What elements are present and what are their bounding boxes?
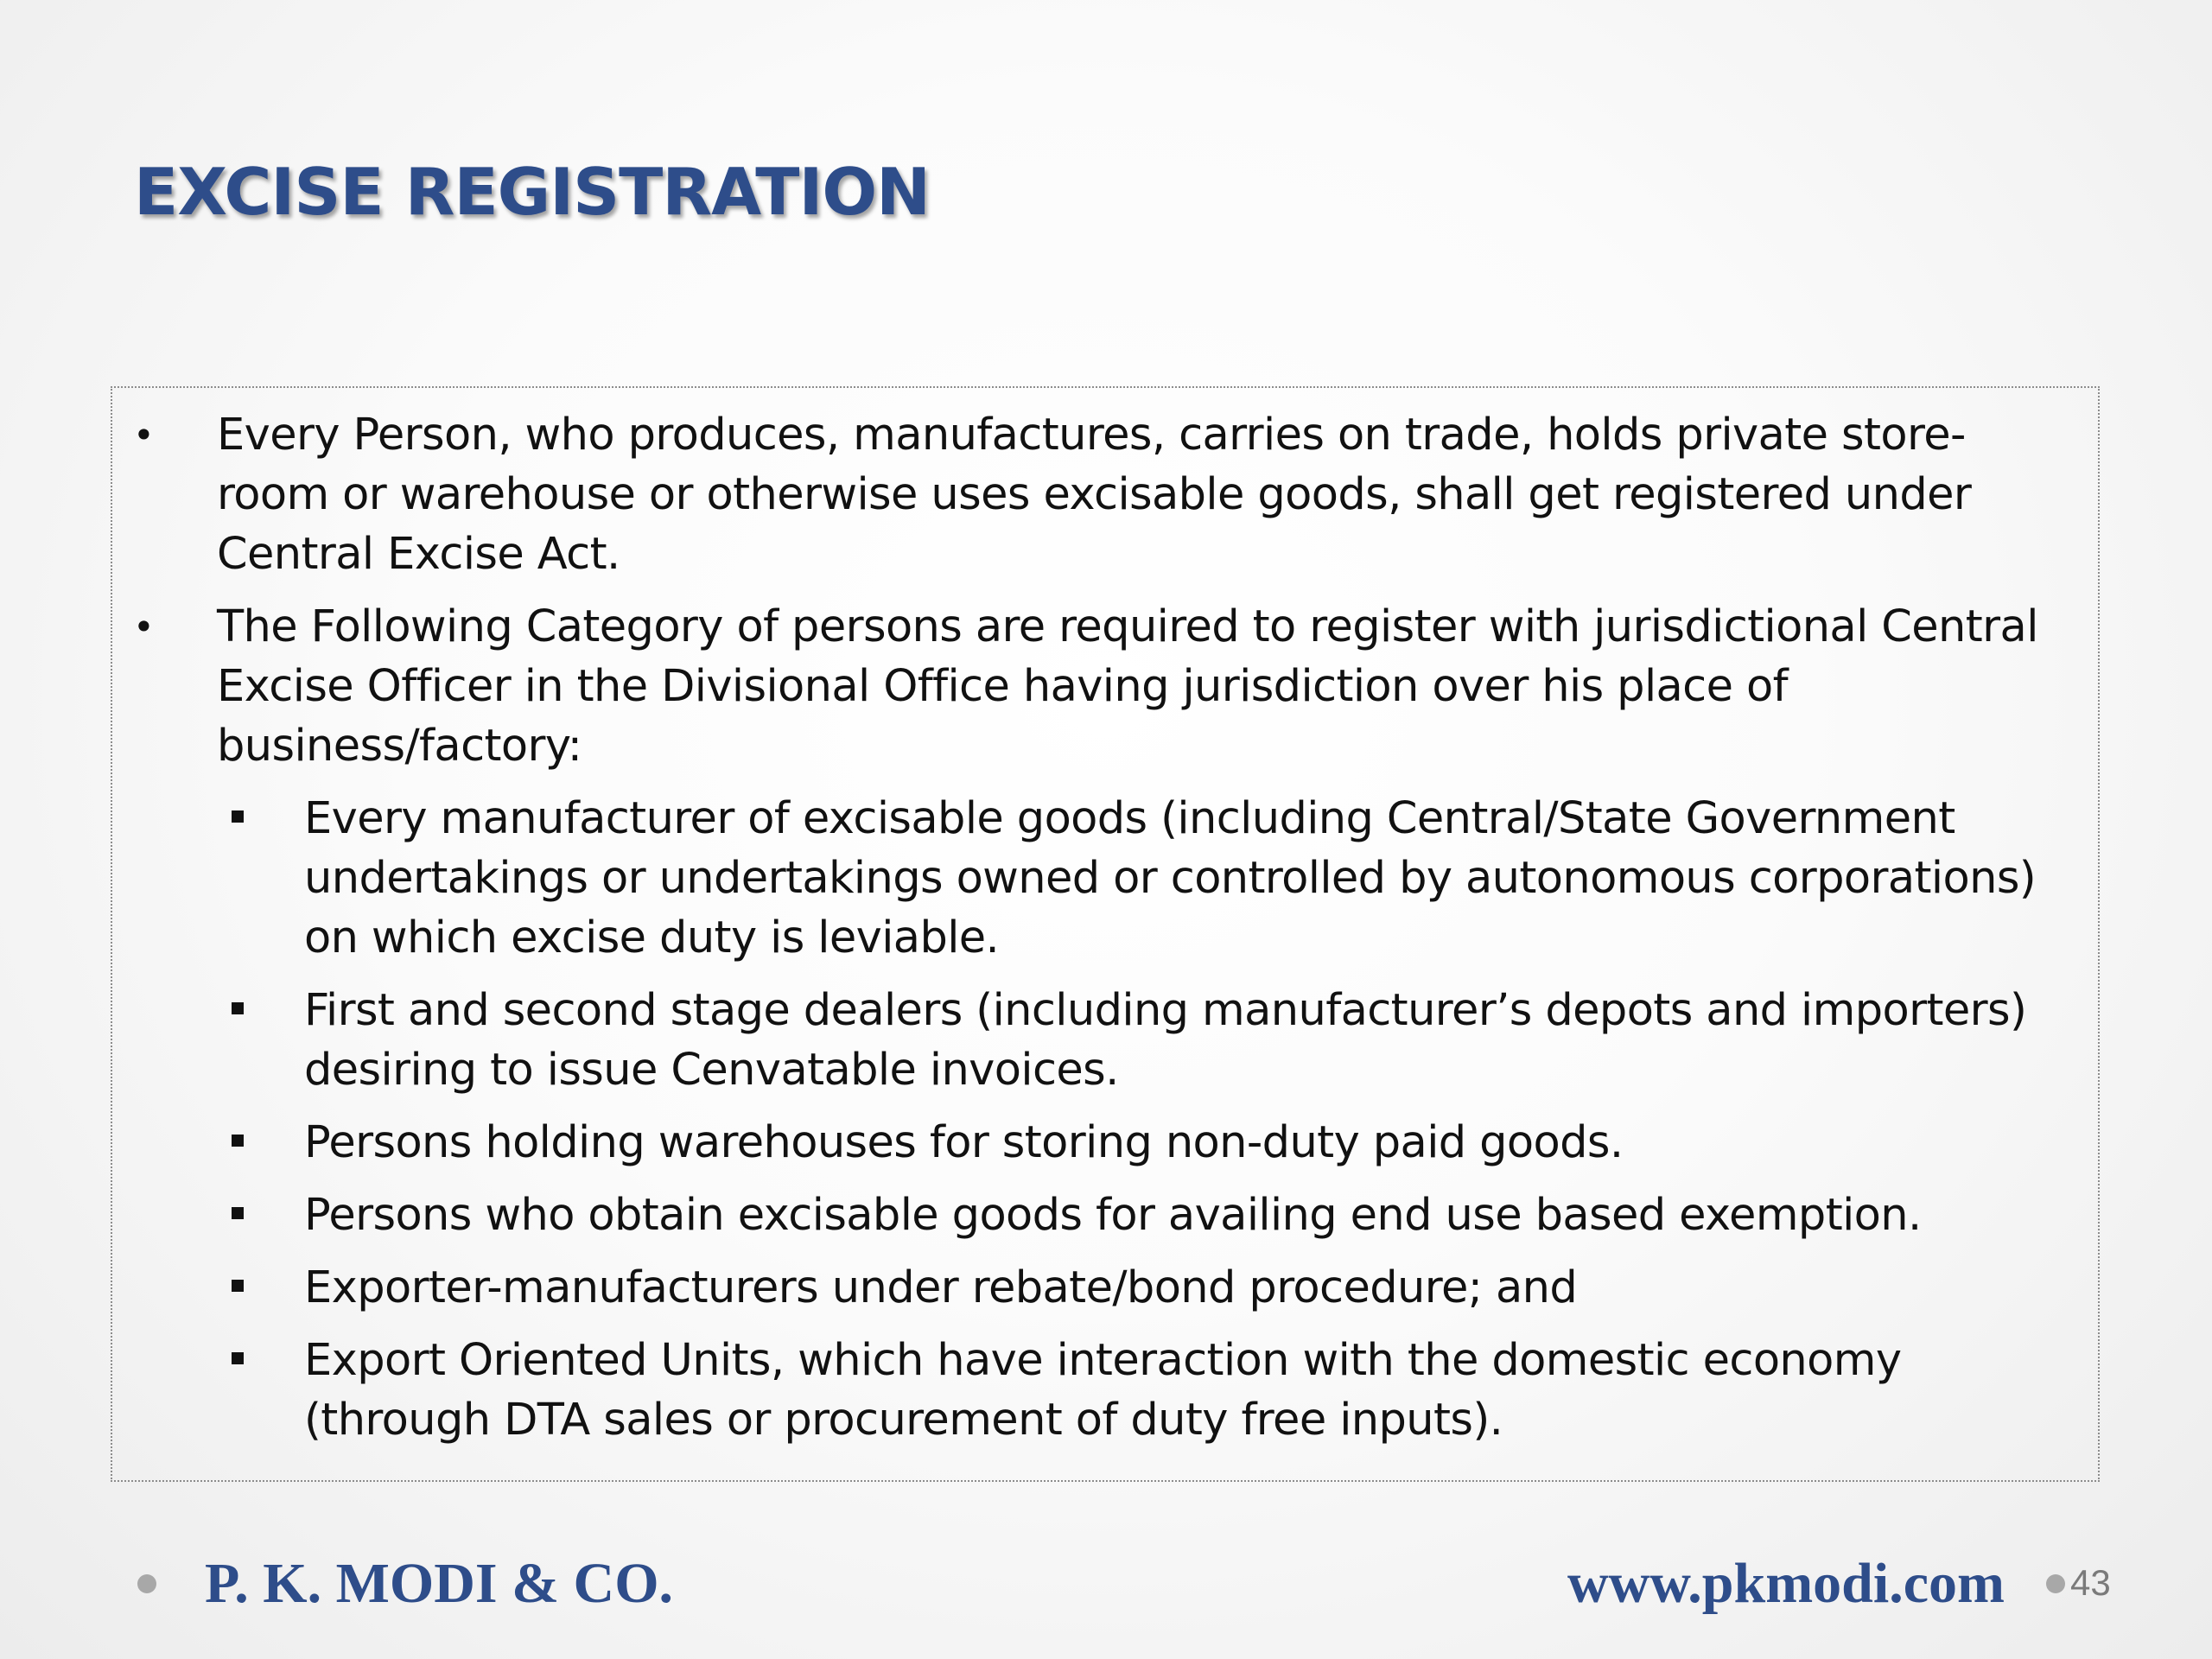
website-link[interactable]: www.pkmodi.com — [1567, 1552, 2005, 1615]
sub-bullet-item — [216, 1331, 2063, 1450]
sub-bullet-text: Persons holding warehouses for storing non-duty paid goods. — [304, 1117, 1624, 1168]
footer-dot-icon — [137, 1574, 156, 1593]
content-box — [111, 386, 2100, 1482]
bullet-text: Every Person, who produces, manufactures, carries on trade, holds private store-room or warehouse or otherwise uses excisable goods, shall get registered under Central Excise Act. — [217, 410, 1972, 580]
square-bullet-icon — [232, 1280, 244, 1292]
bullet-icon: • — [133, 606, 155, 648]
page-dot-icon — [2046, 1574, 2065, 1593]
sub-bullet-text: Export Oriented Units, which have interaction with the domestic economy (through DTA sales or procurement of duty free inputs). — [304, 1335, 1902, 1446]
sub-bullet-item — [216, 1258, 2063, 1318]
sub-bullet-item — [216, 789, 2063, 968]
sub-bullet-item — [216, 1185, 2063, 1245]
square-bullet-icon — [232, 1207, 244, 1219]
square-bullet-icon — [232, 1135, 244, 1147]
sub-bullet-text: Persons who obtain excisable goods for availing end use based exemption. — [304, 1190, 1922, 1241]
slide-title: EXCISE REGISTRATION — [134, 154, 930, 230]
sub-bullet-text: First and second stage dealers (including manufacturer’s depots and importers) desiring to issue Cenvatable invoices. — [304, 985, 2027, 1096]
square-bullet-icon — [232, 1002, 244, 1014]
sub-bullet-item — [216, 981, 2063, 1100]
square-bullet-icon — [232, 810, 244, 823]
bullet-list — [112, 405, 2063, 1450]
bullet-item — [112, 597, 2063, 1450]
firm-name: P. K. MODI & CO. — [205, 1552, 674, 1615]
sub-bullet-item — [216, 1113, 2063, 1173]
square-bullet-icon — [232, 1352, 244, 1364]
bullet-text: The Following Category of persons are required to register with jurisdictional Central Excise Officer in the Divisional Office having jurisdiction over his place of business/factory: — [217, 601, 2038, 772]
sub-bullet-text: Exporter-manufacturers under rebate/bond procedure; and — [304, 1262, 1578, 1313]
sub-bullet-text: Every manufacturer of excisable goods (including Central/State Government undertakings or undertakings owned or controlled by autonomous corporations) on which excise duty is leviable. — [304, 793, 2037, 963]
sub-bullet-list — [217, 789, 2063, 1450]
bullet-icon: • — [133, 414, 155, 456]
page-number: 43 — [2070, 1562, 2111, 1603]
bullet-item — [112, 405, 2063, 584]
